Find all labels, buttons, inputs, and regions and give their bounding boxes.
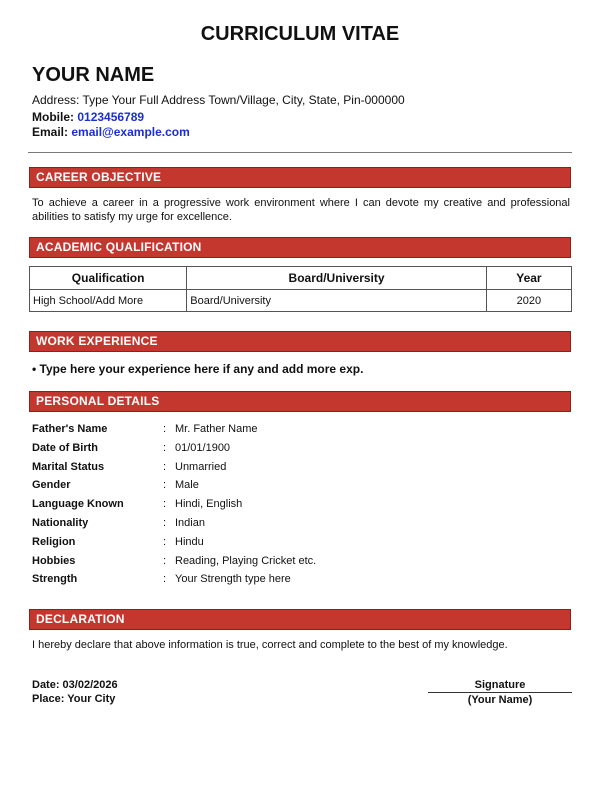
candidate-name: YOUR NAME (32, 64, 155, 86)
work-experience-bullet: • Type here your experience here if any and add more exp. (32, 362, 364, 376)
detail-value: Hindu (175, 535, 204, 548)
detail-label: Marital Status (32, 460, 105, 473)
personal-details-list (32, 422, 552, 591)
header-divider (28, 152, 572, 153)
detail-row (32, 460, 552, 479)
section-header-declaration: DECLARATION (29, 609, 571, 630)
detail-separator: : (163, 498, 167, 511)
detail-row (32, 535, 552, 554)
detail-value: Unmarried (175, 460, 227, 473)
detail-label: Religion (32, 535, 76, 548)
page-title: CURRICULUM VITAE (200, 23, 400, 45)
section-header-academic: ACADEMIC QUALIFICATION (29, 237, 571, 258)
detail-label: Hobbies (32, 554, 76, 567)
detail-separator: : (163, 479, 167, 492)
academic-table (29, 266, 572, 312)
detail-value: Male (175, 479, 199, 492)
detail-row (32, 422, 552, 441)
section-header-career-objective: CAREER OBJECTIVE (29, 167, 571, 188)
section-header-work-experience: WORK EXPERIENCE (29, 331, 571, 352)
place-text: Place: Your City (32, 693, 116, 705)
detail-value: Mr. Father Name (175, 423, 258, 435)
declaration-text: I hereby declare that above information is true, correct and complete to the best of my knowledge. (32, 639, 508, 651)
career-objective-text: To achieve a career in a progressive work environment where I can devote my creative and professional abilities to satisfy my urge for excellence. (32, 197, 570, 223)
section-header-personal-details: PERSONAL DETAILS (29, 391, 571, 412)
detail-separator: : (163, 423, 167, 435)
detail-separator: : (163, 441, 167, 454)
table-cell: Board/University (187, 290, 487, 312)
detail-row (32, 497, 552, 516)
detail-value: Reading, Playing Cricket etc. (175, 554, 317, 567)
table-header-row (30, 267, 572, 290)
signature-block (428, 678, 572, 707)
detail-row (32, 572, 552, 591)
detail-value: Hindi, English (175, 498, 243, 511)
table-row (30, 290, 572, 312)
column-header: Year (486, 267, 571, 290)
mobile-value: 0123456789 (77, 110, 145, 124)
mobile-label: Mobile: (32, 110, 74, 124)
detail-label: Strength (32, 573, 78, 586)
detail-label: Father's Name (32, 423, 108, 435)
address-line (32, 92, 405, 108)
email-label: Email: (32, 125, 69, 139)
column-header: Qualification (30, 267, 187, 290)
detail-separator: : (163, 460, 167, 473)
mobile-line (32, 109, 144, 125)
detail-separator: : (163, 535, 167, 548)
table-cell: 2020 (486, 290, 571, 312)
detail-label: Nationality (32, 516, 89, 529)
email-line (32, 124, 190, 140)
signature-name: (Your Name) (467, 694, 533, 706)
column-header: Board/University (187, 267, 487, 290)
address-value: Type Your Full Address Town/Village, City, State, Pin-000000 (82, 93, 405, 107)
detail-separator: : (163, 516, 167, 529)
email-value: email@example.com (71, 125, 190, 139)
detail-label: Language Known (32, 498, 124, 511)
detail-value: Indian (175, 516, 205, 529)
detail-row (32, 516, 552, 535)
detail-row (32, 554, 552, 573)
detail-separator: : (163, 554, 167, 567)
date-text: Date: 03/02/2026 (32, 679, 118, 691)
signature-label: Signature (474, 679, 526, 691)
detail-value: 01/01/1900 (175, 441, 231, 454)
detail-row (32, 478, 552, 497)
detail-separator: : (163, 573, 167, 586)
table-cell: High School/Add More (30, 290, 187, 312)
detail-row (32, 441, 552, 460)
date-place-block (32, 678, 118, 706)
detail-label: Date of Birth (32, 441, 98, 454)
detail-label: Gender (32, 479, 71, 492)
detail-value: Your Strength type here (175, 573, 291, 586)
address-label: Address: (32, 93, 80, 107)
